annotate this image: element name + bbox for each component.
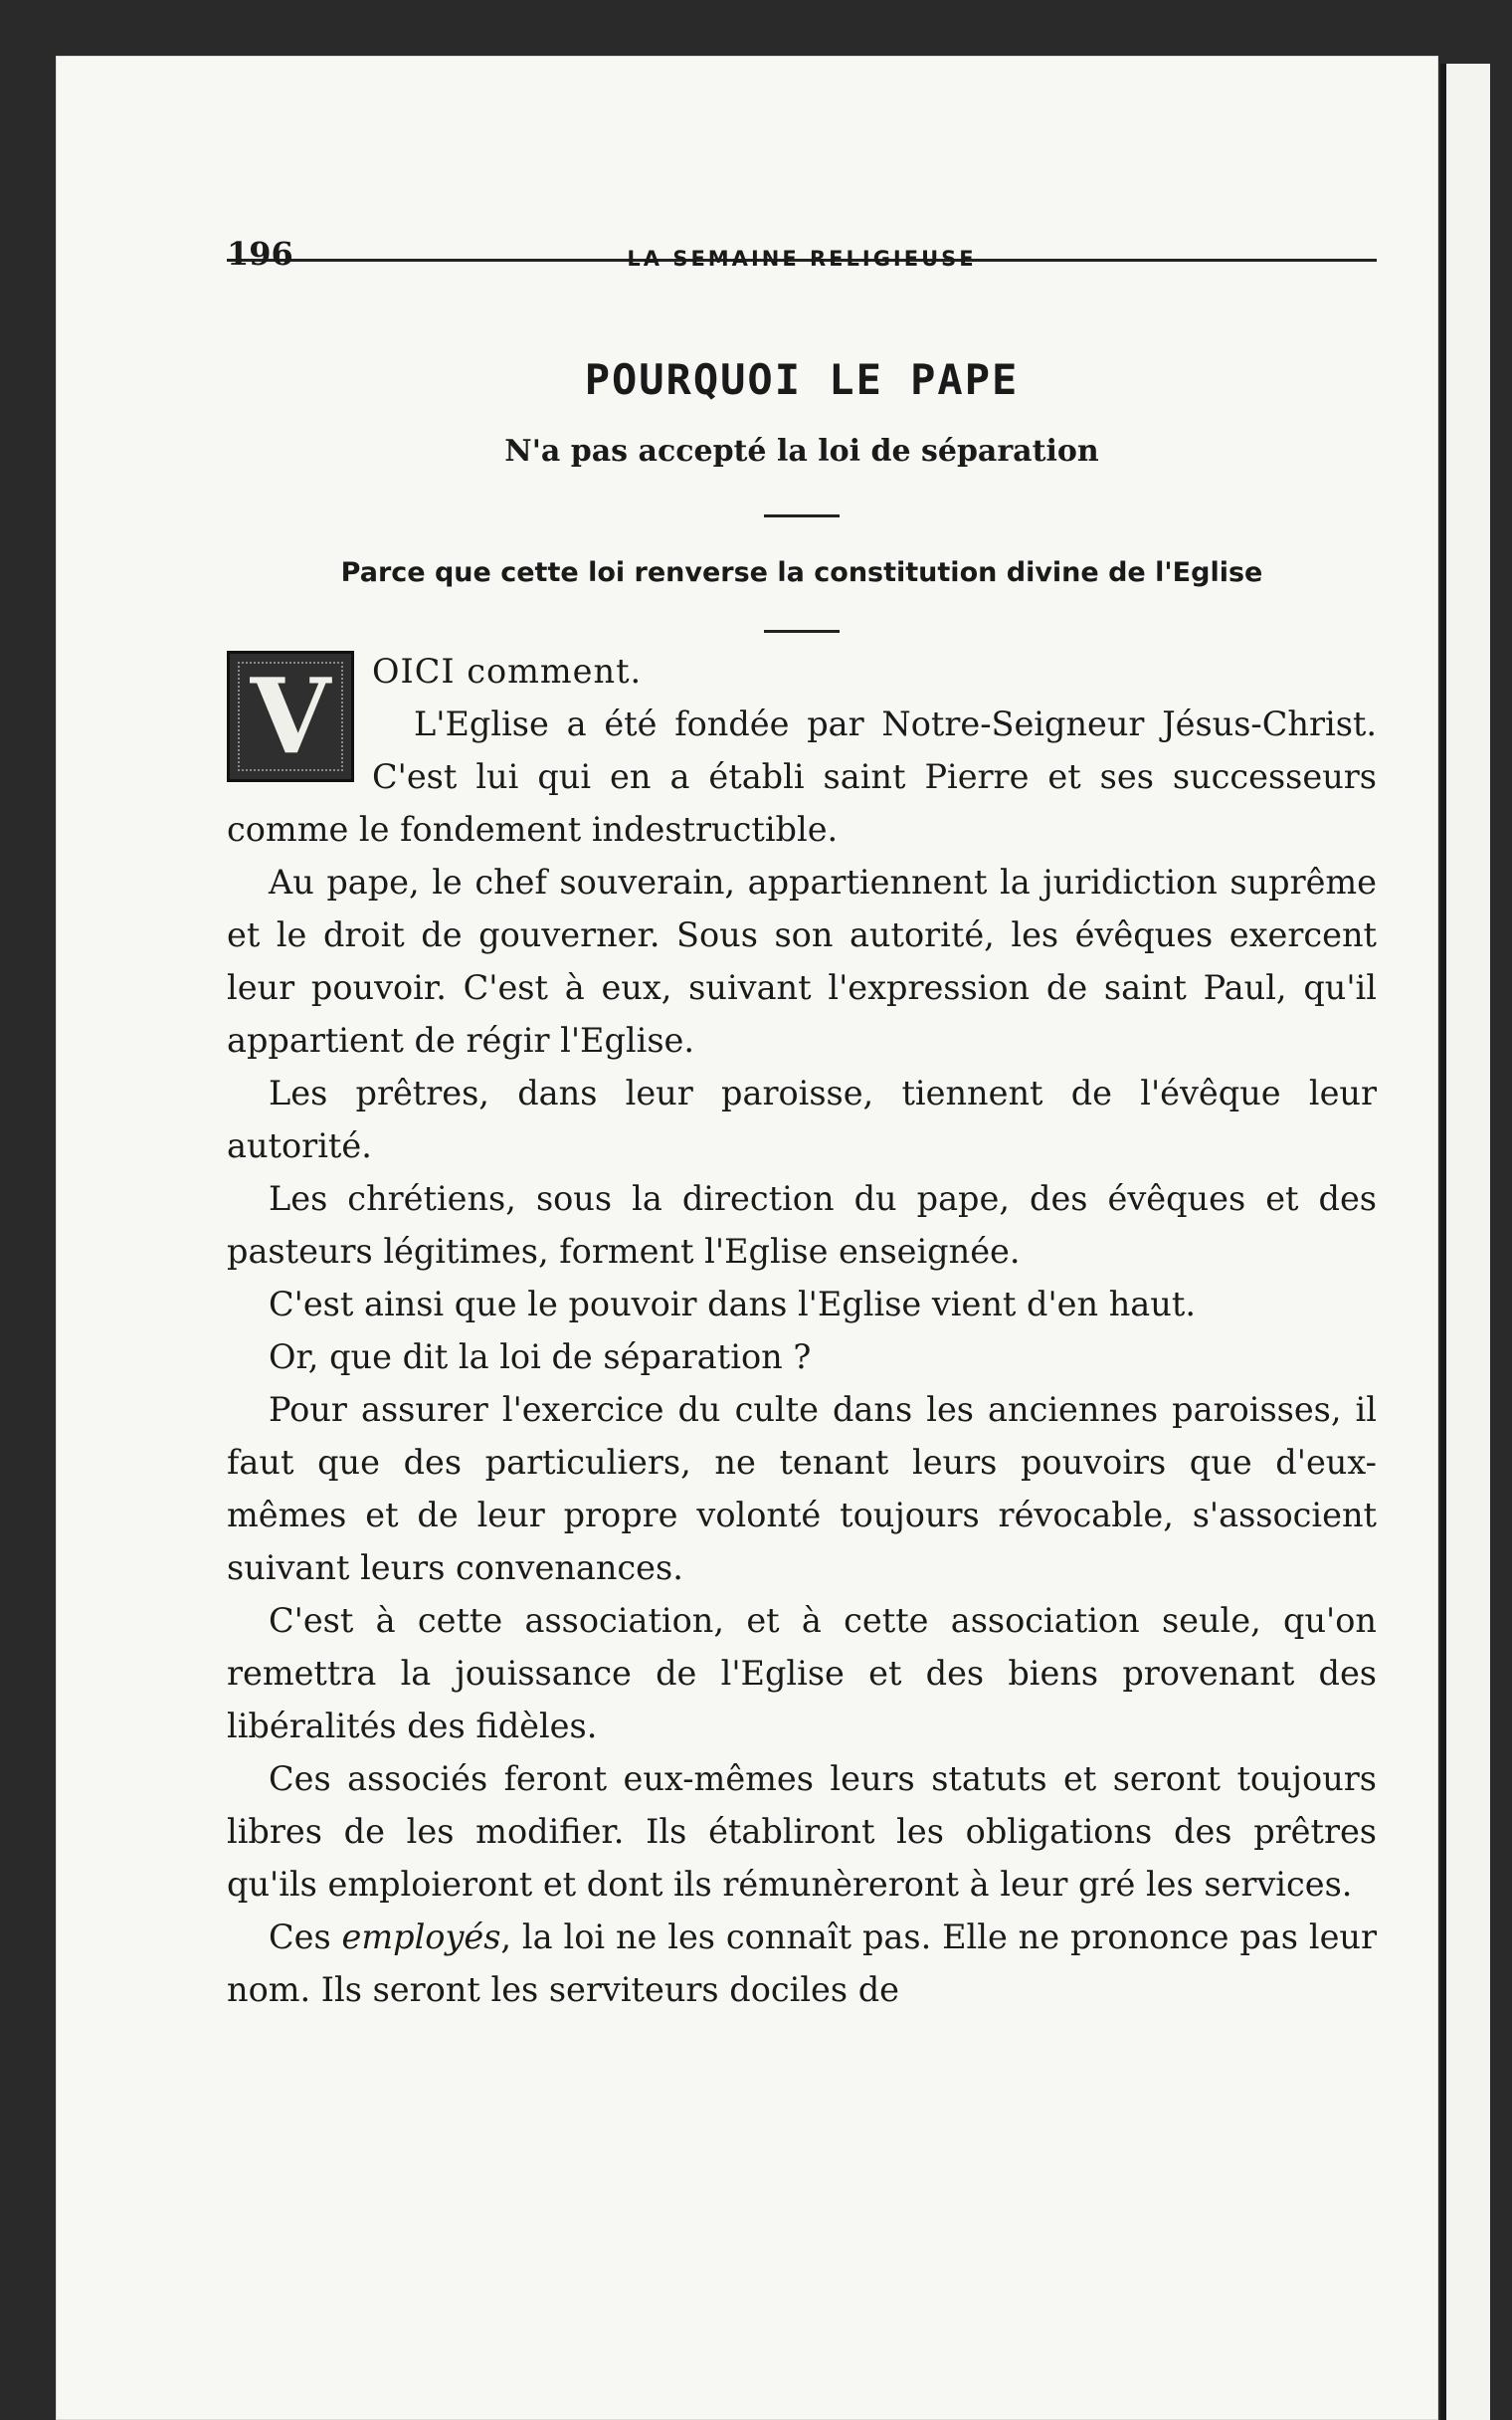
paragraph: Les prêtres, dans leur paroisse, tiennent de l'évêque leur autorité. <box>227 1074 1377 1165</box>
adjacent-page-edge <box>1440 64 1490 2420</box>
section-divider <box>764 514 840 517</box>
dropcap-initial <box>227 651 354 782</box>
article-epigraph: Parce que cette loi renverse la constitution divine de l'Eglise <box>340 557 1263 588</box>
page-header <box>227 175 1377 273</box>
paragraph: Pour assurer l'exercice du culte dans les anciennes paroisses, il faut que des particuliers, ne tenant leurs pouvoirs que d'eux-mêmes et de leur propre volonté toujours révocable, s'associent suivant leurs convenances. <box>227 1390 1377 1587</box>
paragraph: L'Eglise a été fondée par Notre-Seigneur Jésus-Christ. C'est lui qui en a établi saint Pierre et ses successeurs comme le fondement indestructible. <box>227 705 1377 849</box>
dropcap-letter: V <box>250 655 331 777</box>
paragraph: Ces associés feront eux-mêmes leurs statuts et seront toujours libres de les modifier. Ils établiront les obligations des prêtres qu'ils emploieront et dont ils rémunèreront à leur gré les services. <box>227 1759 1377 1904</box>
paragraph <box>227 1911 1377 2016</box>
paragraph-text: , la loi ne les connaît pas. Elle ne prononce pas leur nom. Ils seront les serviteurs dociles de <box>227 1917 1377 2009</box>
paragraph: Au pape, le chef souverain, appartiennent la juridiction suprême et le droit de gouverner. Sous son autorité, les évêques exercent leur pouvoir. C'est à eux, suivant l'expression de saint Paul, qu'il appartient de régir l'Eglise. <box>227 863 1377 1060</box>
running-head: LA SEMAINE RELIGIEUSE <box>627 247 977 271</box>
paragraph-text: Ces <box>269 1917 342 1956</box>
article-body <box>227 645 1377 2016</box>
book-page <box>56 56 1438 2420</box>
article-subtitle: N'a pas accepté la loi de séparation <box>504 434 1099 469</box>
paragraph: Or, que dit la loi de séparation ? <box>269 1337 812 1376</box>
page-content <box>227 175 1377 2016</box>
article-title: POURQUOI LE PAPE <box>584 355 1020 404</box>
paragraph: C'est ainsi que le pouvoir dans l'Eglise vient d'en haut. <box>269 1285 1196 1323</box>
section-divider <box>764 630 840 633</box>
opening-line: OICI comment. <box>372 652 643 691</box>
emphasis-text: employés <box>341 1917 501 1956</box>
paragraph: Les chrétiens, sous la direction du pape, des évêques et des pasteurs légitimes, forment l'Eglise enseignée. <box>227 1179 1377 1271</box>
paragraph: C'est à cette association, et à cette association seule, qu'on remettra la jouissance de l'Eglise et des biens provenant des libéralités des fidèles. <box>227 1601 1377 1745</box>
page-number: 196 <box>227 235 293 273</box>
